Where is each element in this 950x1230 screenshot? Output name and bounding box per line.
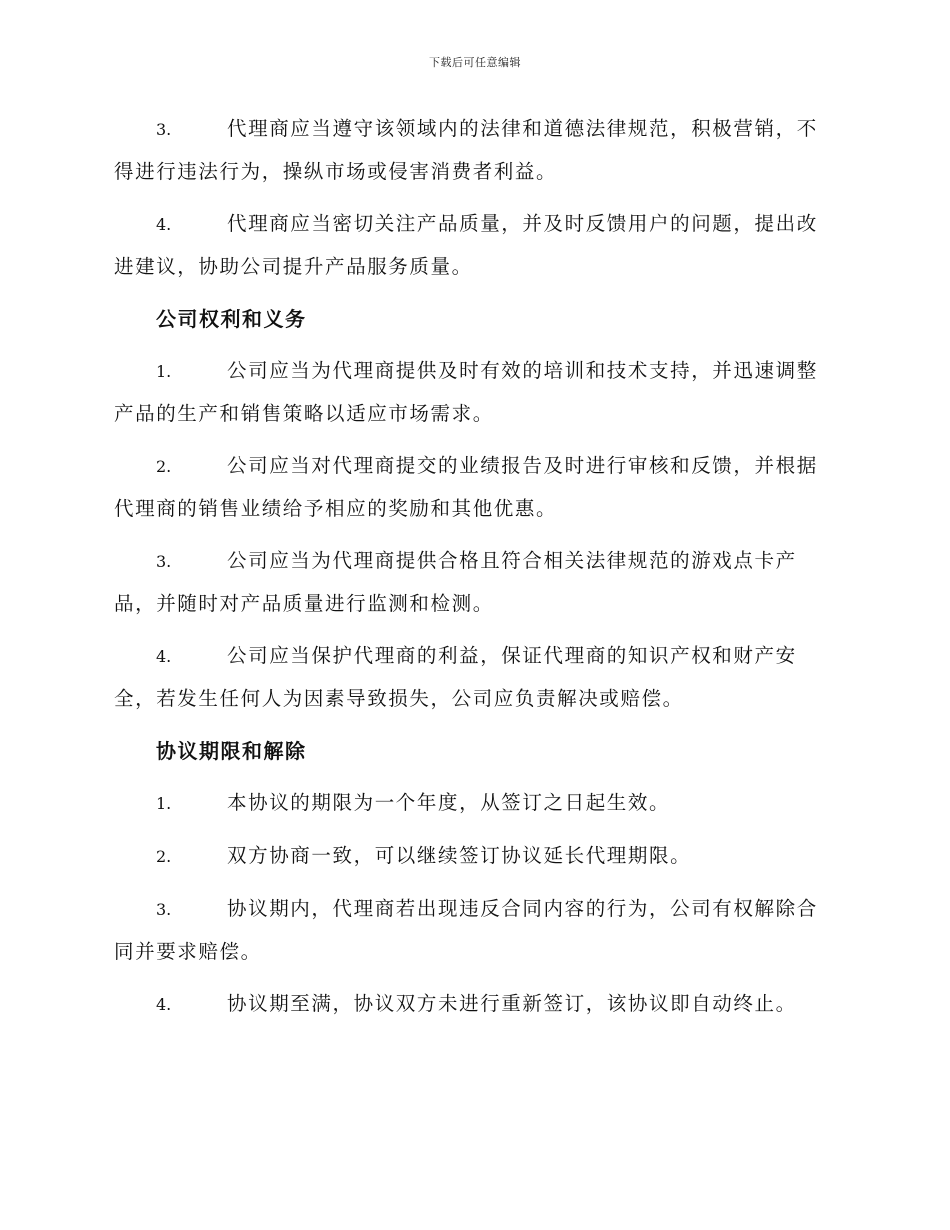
clause-paragraph <box>114 445 836 530</box>
clause-paragraph <box>114 203 836 288</box>
clause-text: 公司应当对代理商提交的业绩报告及时进行审核和反馈，并根据代理商的销售业绩给予相应的奖励和其他优惠。 <box>114 454 818 520</box>
clause-text: 公司应当保护代理商的利益，保证代理商的知识产权和财产安全，若发生任何人为因素导致损失，公司应负责解决或赔偿。 <box>114 644 797 710</box>
clause-number: 4. <box>156 215 172 234</box>
clause-paragraph <box>114 635 836 720</box>
clause-text: 代理商应当密切关注产品质量，并及时反馈用户的问题，提出改进建议，协助公司提升产品服务质量。 <box>114 212 818 278</box>
clause-number: 4. <box>156 647 172 666</box>
section-heading: 公司权利和义务 <box>156 307 307 331</box>
clause-number: 2. <box>156 457 172 476</box>
document-body <box>114 108 836 1036</box>
clause-paragraph <box>114 835 836 878</box>
clause-paragraph <box>114 108 836 193</box>
clause-paragraph <box>114 540 836 625</box>
clause-text: 本协议的期限为一个年度，从签订之日起生效。 <box>227 791 671 814</box>
clause-text: 公司应当为代理商提供及时有效的培训和技术支持，并迅速调整产品的生产和销售策略以适应市场需求。 <box>114 359 818 425</box>
clause-number: 3. <box>156 552 172 571</box>
clause-paragraph <box>114 983 836 1026</box>
clause-number: 2. <box>156 847 172 866</box>
clause-text: 协议期至满，协议双方未进行重新签订，该协议即自动终止。 <box>227 992 797 1015</box>
clause-number: 1. <box>156 362 172 381</box>
clause-number: 3. <box>156 900 172 919</box>
clause-number: 3. <box>156 120 172 139</box>
page-header: 下载后可任意编辑 <box>429 56 521 69</box>
clause-text: 协议期内，代理商若出现违反合同内容的行为，公司有权解除合同并要求赔偿。 <box>114 897 818 963</box>
clause-number: 4. <box>156 995 172 1014</box>
clause-text: 双方协商一致，可以继续签订协议延长代理期限。 <box>227 844 692 867</box>
section-heading: 协议期限和解除 <box>156 739 307 763</box>
clause-paragraph <box>114 888 836 973</box>
clause-paragraph <box>114 782 836 825</box>
clause-text: 公司应当为代理商提供合格且符合相关法律规范的游戏点卡产品，并随时对产品质量进行监测和检测。 <box>114 549 797 615</box>
clause-number: 1. <box>156 794 172 813</box>
clause-text: 代理商应当遵守该领域内的法律和道德法律规范，积极营销，不得进行违法行为，操纵市场或侵害消费者利益。 <box>114 117 818 183</box>
clause-paragraph <box>114 350 836 435</box>
